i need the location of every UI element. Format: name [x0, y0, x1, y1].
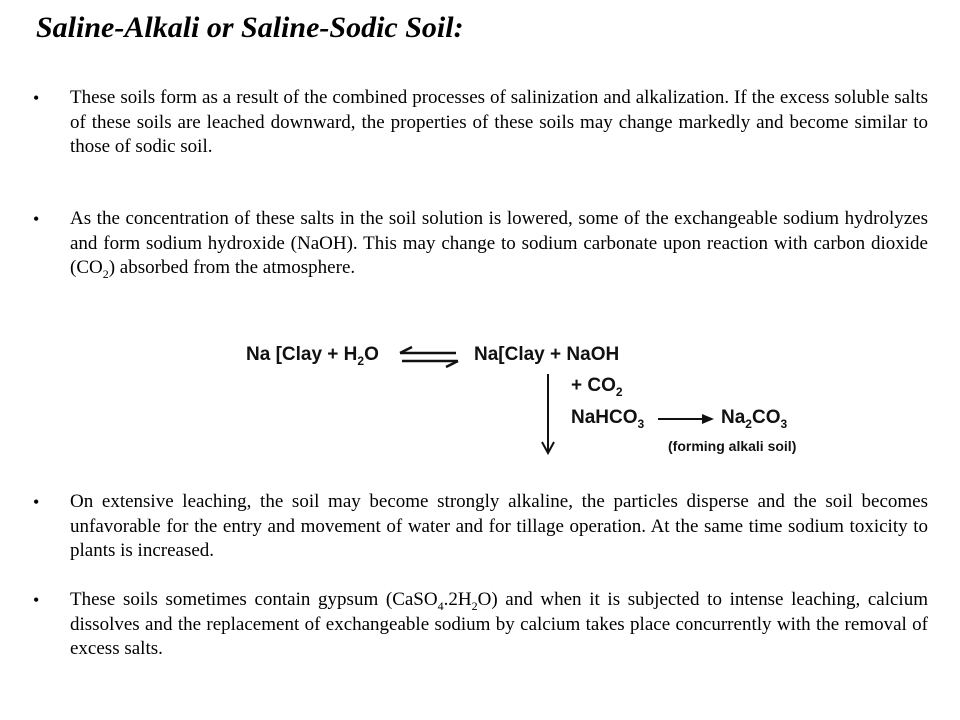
bullet-text: As the concentration of these salts in the soil solution is lowered, some of the exchangeable sodium hydrolyzes and form sodium hydroxide (NaOH). This may change to sodium carbonate upon reaction with carbon dioxide $(CO_2)$ absorbed from the atmosphere.: [70, 208, 928, 281]
bullet-marker: •: [33, 209, 40, 229]
bullet-marker: •: [33, 590, 40, 610]
bullet-marker: •: [33, 88, 40, 108]
na2co3-text: $Na_2CO_3$: [721, 407, 788, 431]
right-arrow-icon: [658, 413, 718, 425]
page-title: Saline-Alkali or Saline-Sodic Soil:: [36, 11, 464, 44]
co2-text: + $CO_2$: [571, 375, 623, 399]
bullet-item: [33, 86, 928, 160]
bullet-item: [33, 207, 928, 281]
bullet-item: [33, 490, 928, 564]
reaction-diagram: [238, 334, 828, 464]
product-text: Na[Clay + NaOH: [474, 344, 620, 365]
bullet-item: [33, 588, 928, 662]
reaction-note: (forming alkali soil): [668, 438, 797, 454]
bullet-text: These soils form as a result of the combined processes of salinization and alkalization. If the excess soluble salts of these soils are leached downward, the properties of these soils may change markedly and become similar to those of sodic soil.: [70, 87, 928, 157]
nahco3-text: NaHCO$_3$: [571, 407, 645, 431]
bullet-marker: •: [33, 492, 40, 512]
bullet-text: On extensive leaching, the soil may become strongly alkaline, the particles disperse and the soil becomes unfavorable for the entry and movement of water and for tillage operation. At the same time sodium toxicity to plants is increased.: [70, 491, 928, 561]
bullet-text: These soils sometimes contain gypsum $(CaSO_4.2H_2O)$ and when it is subjected to intense leaching, calcium dissolves and the replacement of exchangeable sodium by calcium takes place concurrently with the removal of excess salts.: [70, 589, 928, 659]
equilibrium-arrow-icon: [398, 346, 460, 368]
reactant-text: Na [Clay + $H_2O$: [246, 344, 379, 368]
down-arrow-icon: [541, 374, 555, 456]
